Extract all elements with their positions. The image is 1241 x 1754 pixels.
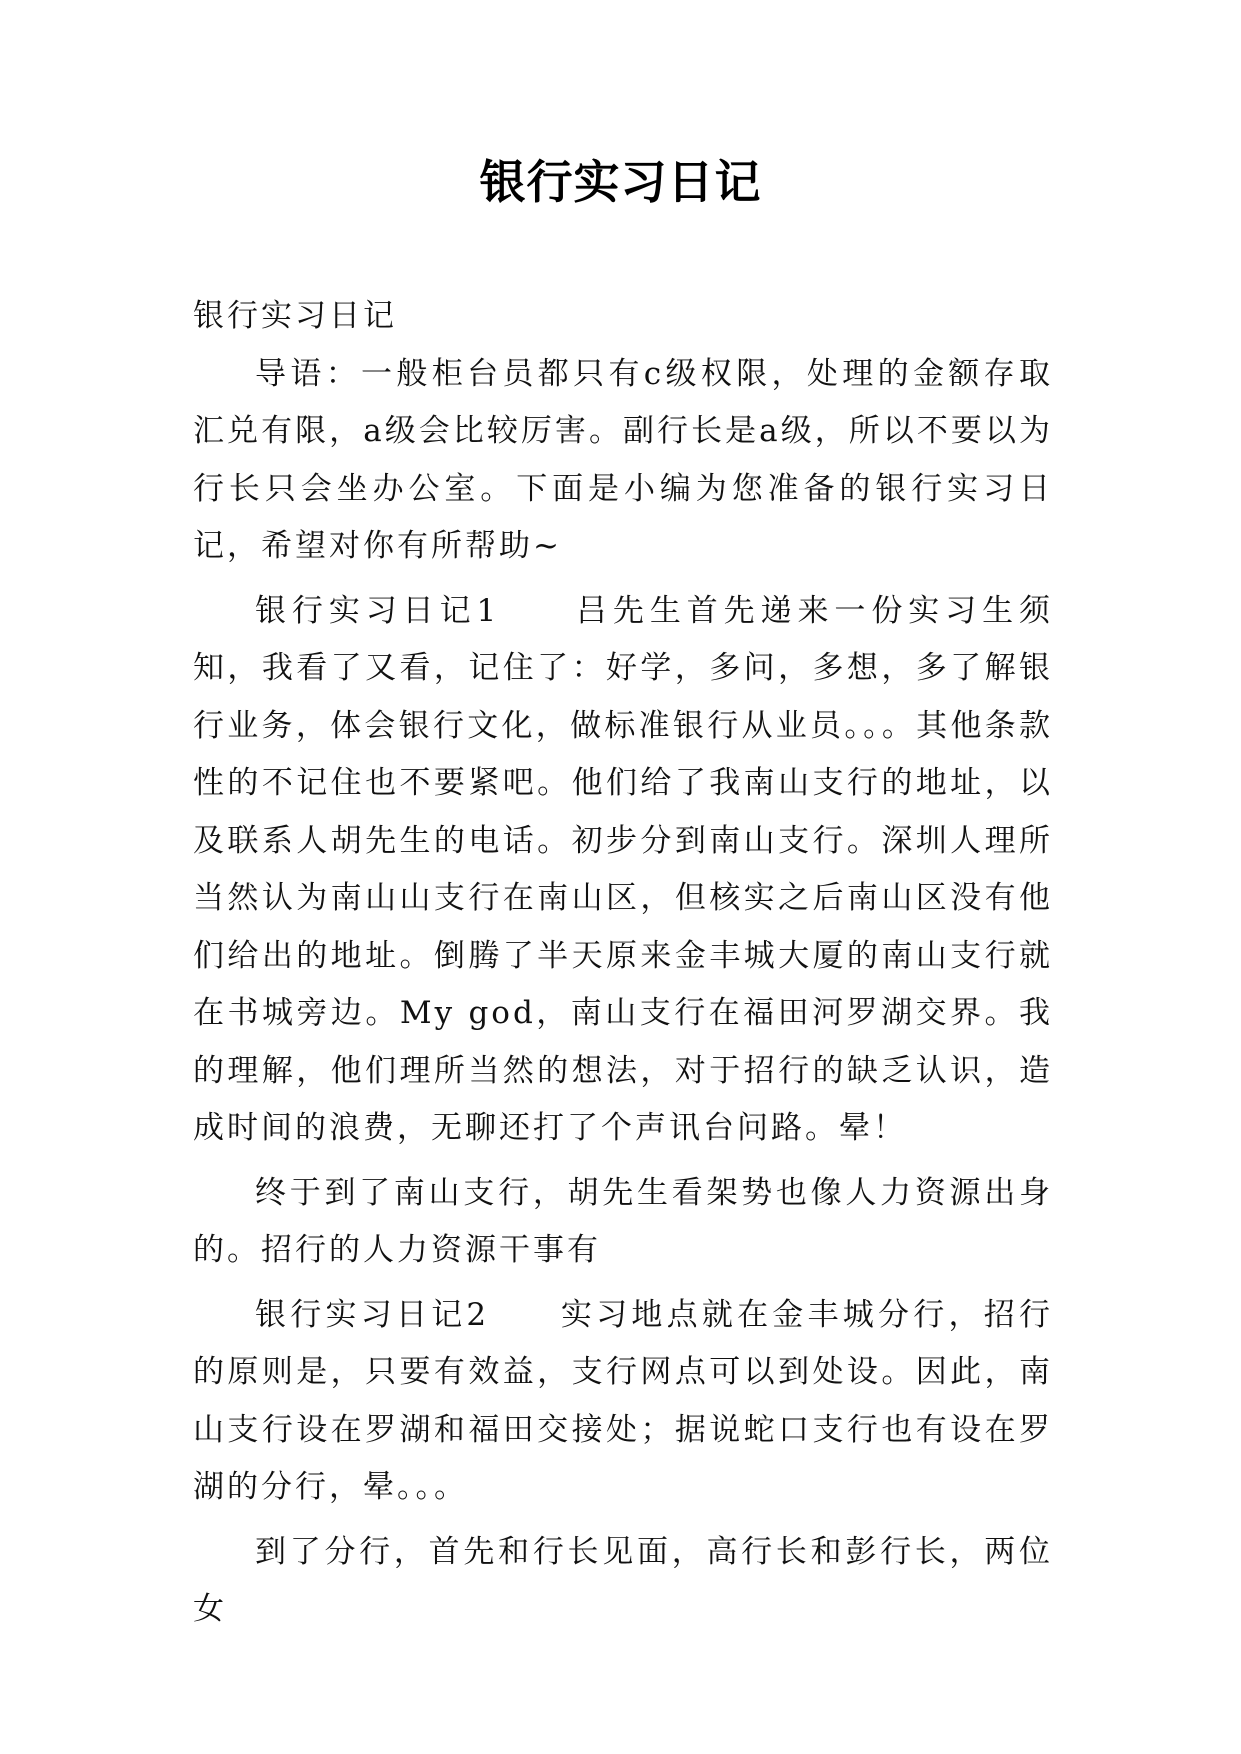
paragraph-intro: 导语：一般柜台员都只有c级权限，处理的金额存取汇兑有限，a级会比较厉害。副行长是a级，所以不要以为行长只会坐办公室。下面是小编为您准备的银行实习日记，希望对你有所帮助~ xyxy=(193,355,1053,564)
document-body xyxy=(193,288,1053,1639)
document-subtitle: 银行实习日记 xyxy=(193,298,397,334)
paragraph-diary-2: 银行实习日记2 实习地点就在金丰城分行，招行的原则是，只要有效益，支行网点可以到处设。因此，南山支行设在罗湖和福田交接处；据说蛇口支行也有设在罗湖的分行，晕。。。 xyxy=(193,1296,1053,1505)
paragraph-branch-meeting: 到了分行，首先和行长见面，高行长和彭行长，两位女 xyxy=(193,1533,1053,1627)
paragraph-arrival: 终于到了南山支行，胡先生看架势也像人力资源出身的。招行的人力资源干事有 xyxy=(193,1174,1053,1268)
document-title: 银行实习日记 xyxy=(479,155,762,209)
paragraph-diary-1: 银行实习日记1 吕先生首先递来一份实习生须知，我看了又看，记住了：好学，多问，多想，多了解银行业务，体会银行文化，做标准银行从业员。。。其他条款性的不记住也不要紧吧。他们给了我南山支行的地址，以及联系人胡先生的电话。初步分到南山支行。深圳人理所当然认为南山山支行在南山区，但核实之后南山区没有他们给出的地址。倒腾了半天原来金丰城大厦的南山支行就在书城旁边。My god，南山支行在福田河罗湖交界。我的理解，他们理所当然的想法，对于招行的缺乏认识，造成时间的浪费，无聊还打了个声讯台问路。晕！ xyxy=(193,592,1053,1146)
